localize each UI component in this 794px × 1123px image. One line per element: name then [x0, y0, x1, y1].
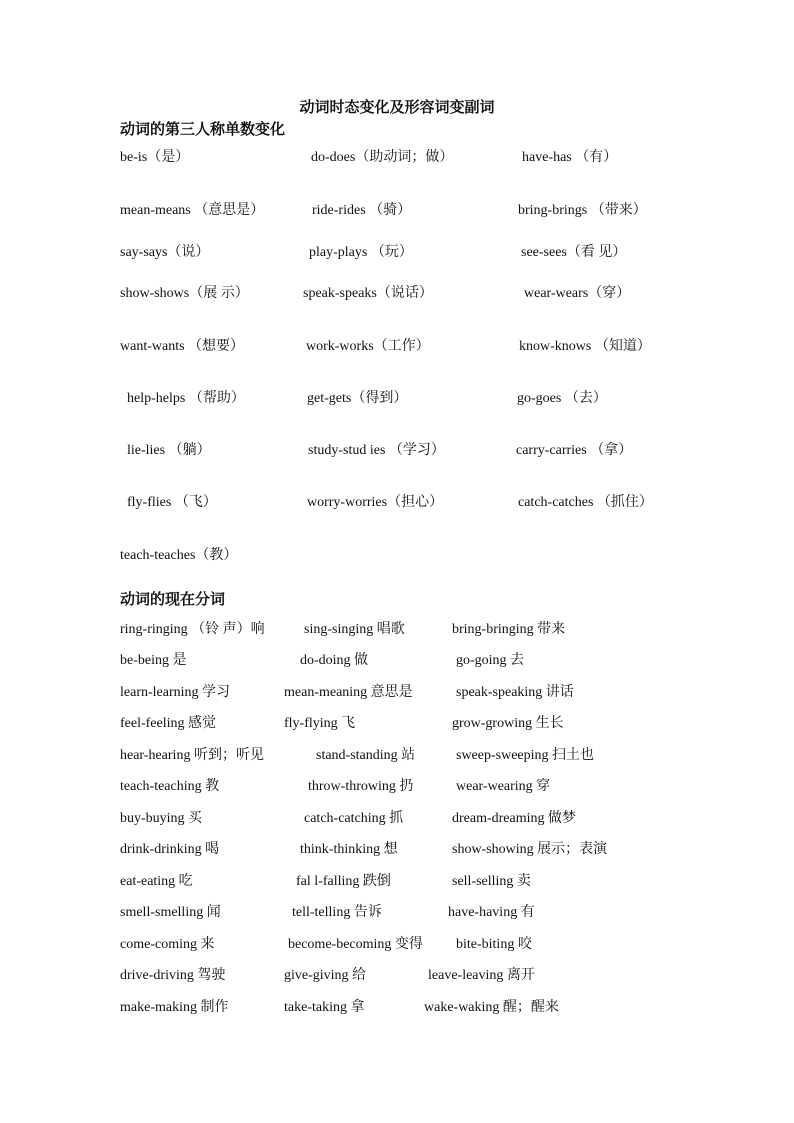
list-item: feel-feeling 感觉	[120, 716, 217, 731]
list-item: wear-wears（穿）	[524, 286, 631, 301]
list-item: lie-lies （躺）	[127, 443, 211, 458]
list-item: bring-bringing 带来	[452, 622, 566, 637]
list-item: ring-ringing （铃 声）响	[120, 622, 265, 637]
list-item: want-wants （想要）	[120, 339, 245, 354]
list-item: drink-drinking 喝	[120, 842, 220, 857]
list-item: wake-waking 醒；醒来	[424, 1000, 559, 1015]
list-item: speak-speaking 讲话	[456, 685, 574, 700]
section-heading-third-person: 动词的第三人称单数变化	[120, 122, 286, 138]
list-item: learn-learning 学习	[120, 685, 231, 700]
list-item: bring-brings （带来）	[518, 203, 647, 218]
list-item: mean-means （意思是）	[120, 203, 265, 218]
list-item: play-plays （玩）	[309, 245, 413, 260]
list-item: know-knows （知道）	[519, 339, 651, 354]
list-item: see-sees（看 见）	[521, 245, 627, 260]
list-item: take-taking 拿	[284, 1000, 365, 1015]
list-item: think-thinking 想	[300, 842, 398, 857]
list-item: be-being 是	[120, 653, 187, 668]
list-item: hear-hearing 听到；听见	[120, 748, 264, 763]
list-item: fly-flies （飞）	[127, 495, 217, 510]
list-item: smell-smelling 闻	[120, 905, 221, 920]
list-item: do-doing 做	[300, 653, 369, 668]
list-item: fal l-falling 跌倒	[296, 874, 391, 889]
list-item: be-is（是）	[120, 150, 190, 165]
list-item: carry-carries （拿）	[516, 443, 633, 458]
list-item: show-showing 展示；表演	[452, 842, 608, 857]
list-item: give-giving 给	[284, 968, 367, 983]
section-heading-present-participle: 动词的现在分词	[120, 592, 226, 608]
list-item: show-shows（展 示）	[120, 286, 249, 301]
list-item: wear-wearing 穿	[456, 779, 551, 794]
list-item: help-helps （帮助）	[127, 391, 245, 406]
list-item: catch-catching 抓	[304, 811, 404, 826]
list-item: sweep-sweeping 扫土也	[456, 748, 595, 763]
page-title: 动词时态变化及形容词变副词	[299, 100, 495, 116]
list-item: study-stud ies （学习）	[308, 443, 445, 458]
list-item: become-becoming 变得	[288, 937, 423, 952]
list-item: speak-speaks（说话）	[303, 286, 433, 301]
list-item: sell-selling 卖	[452, 874, 531, 889]
list-item: drive-driving 驾驶	[120, 968, 226, 983]
list-item: worry-worries（担心）	[307, 495, 444, 510]
list-item: dream-dreaming 做梦	[452, 811, 577, 826]
list-item: make-making 制作	[120, 1000, 229, 1015]
list-item: bite-biting 咬	[456, 937, 532, 952]
list-item: teach-teaches（教）	[120, 548, 238, 563]
list-item: go-goes （去）	[517, 391, 607, 406]
list-item: go-going 去	[456, 653, 525, 668]
list-item: do-does（助动词；做）	[311, 150, 454, 165]
list-item: buy-buying 买	[120, 811, 203, 826]
list-item: tell-telling 告诉	[292, 905, 382, 920]
list-item: eat-eating 吃	[120, 874, 193, 889]
list-item: get-gets（得到）	[307, 391, 408, 406]
list-item: have-has （有）	[522, 150, 618, 165]
list-item: have-having 有	[448, 905, 535, 920]
list-item: throw-throwing 扔	[308, 779, 414, 794]
list-item: come-coming 来	[120, 937, 215, 952]
list-item: ride-rides （骑）	[312, 203, 412, 218]
list-item: mean-meaning 意思是	[284, 685, 413, 700]
list-item: sing-singing 唱歌	[304, 622, 405, 637]
list-item: say-says（说）	[120, 245, 210, 260]
list-item: work-works（工作）	[306, 339, 430, 354]
list-item: fly-flying 飞	[284, 716, 356, 731]
list-item: grow-growing 生长	[452, 716, 564, 731]
list-item: stand-standing 站	[316, 748, 416, 763]
list-item: leave-leaving 离开	[428, 968, 535, 983]
list-item: teach-teaching 教	[120, 779, 220, 794]
list-item: catch-catches （抓住）	[518, 495, 653, 510]
